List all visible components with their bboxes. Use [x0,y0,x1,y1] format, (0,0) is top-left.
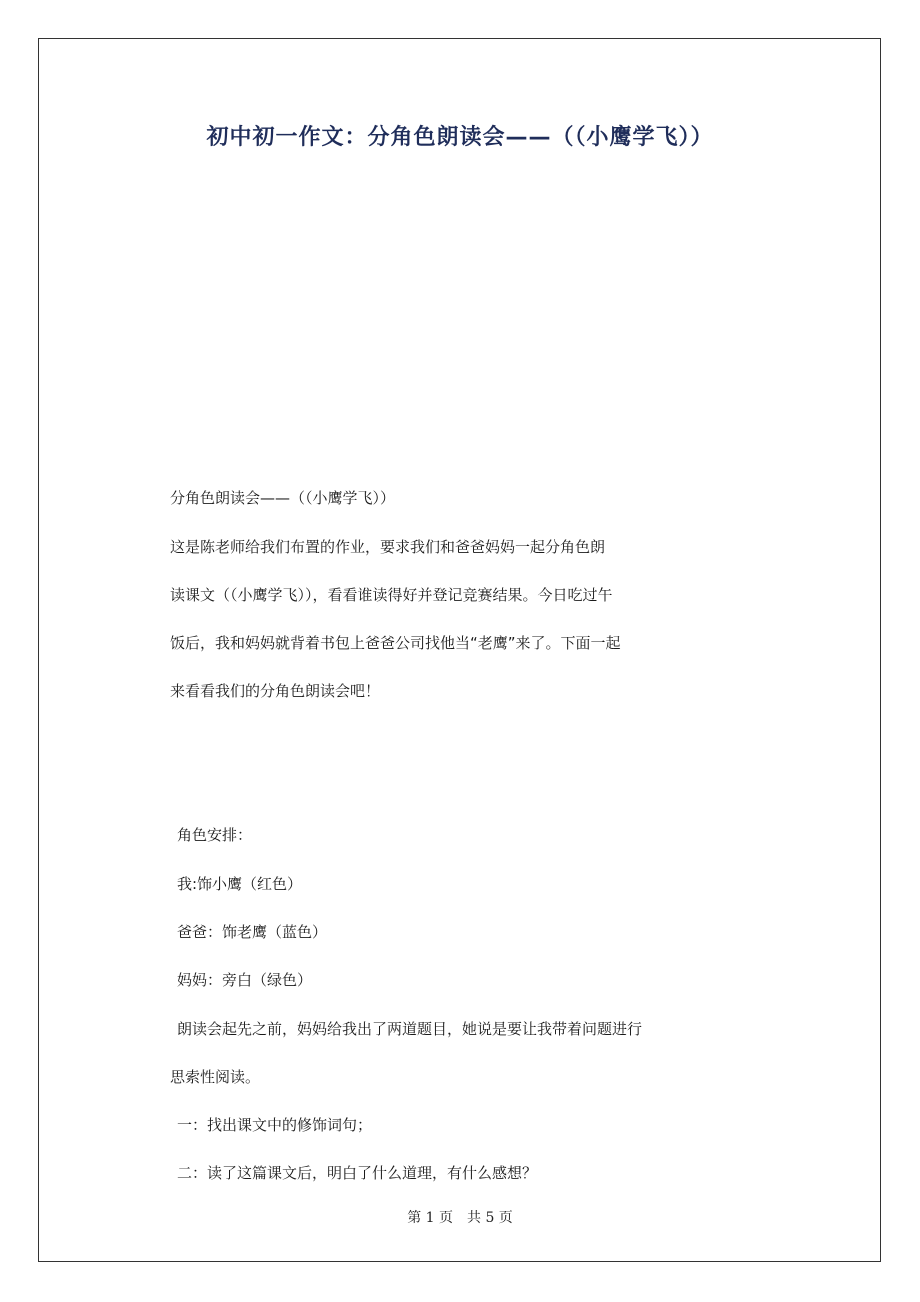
intro-line-3: 读课文（（小鹰学飞）），看看谁读得好并登记竞赛结果。今日吃过午 [170,586,613,604]
role-mom: 妈妈：旁白（绿色） [177,971,313,989]
role-dad: 爸爸：饰老鹰（蓝色） [177,923,328,941]
intro-line-1: 分角色朗读会——（（小鹰学飞）） [170,489,396,507]
question-1: 一：找出课文中的修饰词句； [177,1116,373,1134]
intro-line-2: 这是陈老师给我们布置的作业，要求我们和爸爸妈妈一起分角色朗 [170,538,606,556]
role-me: 我:饰小鹰（红色） [177,875,303,893]
intro-line-5: 来看看我们的分角色朗读会吧！ [170,682,381,700]
intro-line-4: 饭后，我和妈妈就背着书包上爸爸公司找他当“老鹰”来了。下面一起 [170,634,621,652]
question-2: 二：读了这篇课文后，明白了什么道理，有什么感想？ [177,1164,538,1182]
document-title: 初中初一作文：分角色朗读会——（（小鹰学飞）） [206,125,714,150]
page-footer: 第 1 页 共 5 页 [407,1210,513,1226]
paragraph2-line-2: 思索性阅读。 [170,1068,261,1086]
roles-heading: 角色安排： [177,826,253,844]
paragraph2-line-1: 朗读会起先之前，妈妈给我出了两道题目，她说是要让我带着问题进行 [177,1020,643,1038]
